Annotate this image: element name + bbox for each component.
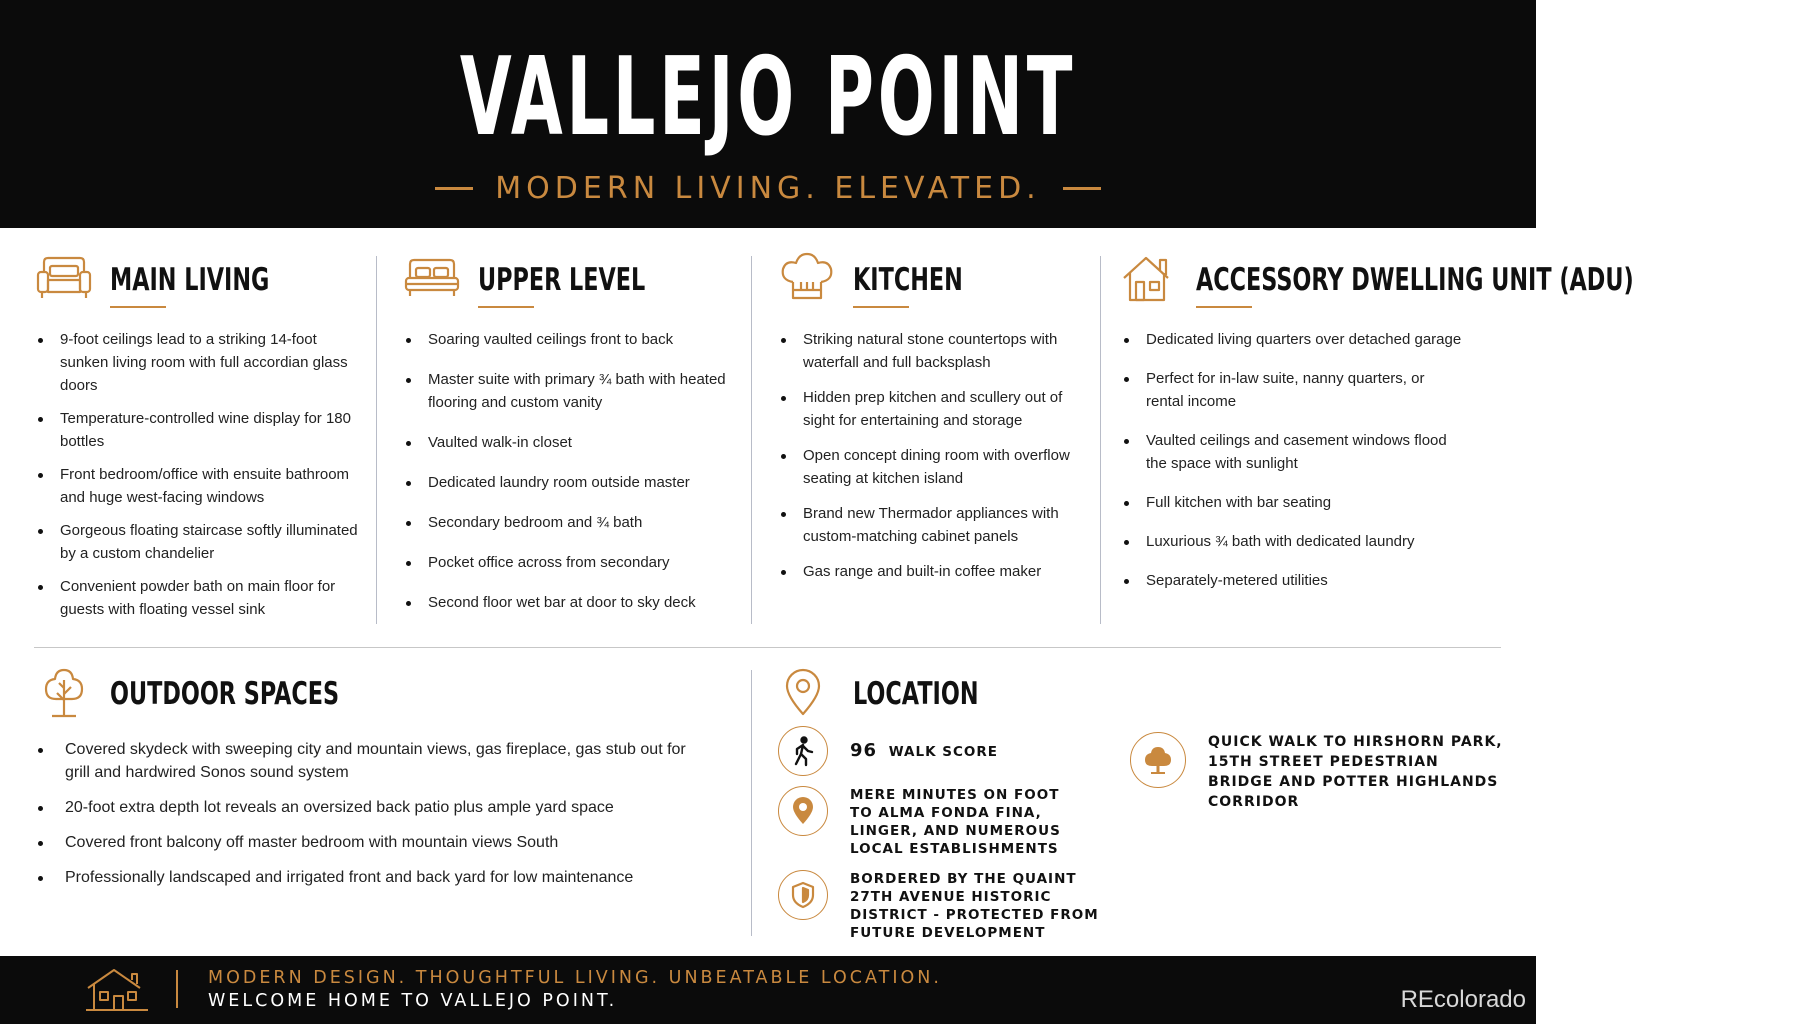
walk-score-label: WALK SCORE: [888, 744, 998, 760]
list-item: Separately-metered utilities: [1120, 569, 1500, 592]
title-underline: [478, 306, 534, 308]
section-title: ACCESSORY DWELLING UNIT (ADU): [1196, 262, 1634, 298]
list-item: Gorgeous floating staircase softly illuminated by a custom chandelier: [34, 519, 360, 565]
section-title: OUTDOOR SPACES: [110, 676, 340, 712]
section-title: UPPER LEVEL: [478, 262, 646, 298]
park-tree-icon: [1130, 732, 1186, 788]
list-item: Dedicated living quarters over detached garage: [1120, 328, 1500, 351]
section-title: LOCATION: [853, 676, 979, 712]
list-item: Pocket office across from secondary: [402, 551, 740, 574]
section-title: MAIN LIVING: [110, 262, 270, 298]
section-divider: [34, 647, 1501, 648]
section-outdoor: [34, 666, 714, 889]
list-item: Secondary bedroom and ¾ bath: [402, 511, 740, 534]
list-item: Vaulted ceilings and casement windows flood the space with sunlight: [1120, 429, 1450, 475]
footer-slogan: MODERN DESIGN. THOUGHTFUL LIVING. UNBEATABLE LOCATION.: [208, 968, 942, 988]
column-divider: [376, 256, 377, 624]
list-item: Front bedroom/office with ensuite bathroom and huge west-facing windows: [34, 463, 360, 509]
main-living-list: [34, 328, 360, 621]
tree-icon: [34, 666, 94, 718]
section-upper-level: [402, 252, 740, 614]
chef-hat-icon: [777, 252, 837, 304]
section-title: KITCHEN: [853, 262, 963, 298]
list-item: Soaring vaulted ceilings front to back: [402, 328, 740, 351]
list-item: Striking natural stone countertops with waterfall and full backsplash: [777, 328, 1085, 374]
section-main-living: [34, 252, 360, 621]
minutes-item: [778, 786, 1080, 858]
list-item: Professionally landscaped and irrigated front and back yard for low maintenance: [34, 866, 694, 889]
title-underline: [1196, 306, 1252, 308]
list-item: Open concept dining room with overflow seating at kitchen island: [777, 444, 1085, 490]
bordered-text: BORDERED BY THE QUAINT 27TH AVENUE HISTORIC DISTRICT - PROTECTED FROM FUTURE DEVELOPMENT: [850, 871, 1099, 941]
footer-house-icon: [84, 966, 152, 1014]
list-item: Full kitchen with bar seating: [1120, 491, 1500, 514]
list-item: Covered skydeck with sweeping city and mountain views, gas fireplace, gas stub out for grill and hardwired Sonos sound system: [34, 738, 694, 784]
tagline: MODERN LIVING. ELEVATED.: [495, 170, 1041, 206]
walk-score-item: [778, 726, 998, 776]
walking-person-icon: [778, 726, 828, 776]
section-adu: [1120, 252, 1634, 592]
list-item: Covered front balcony off master bedroom with mountain views South: [34, 831, 694, 854]
tagline-row: [0, 166, 1536, 210]
footer-banner: [0, 956, 1536, 1024]
title-underline: [853, 306, 909, 308]
house-icon: [1120, 252, 1180, 304]
list-item: Brand new Thermador appliances with custom-matching cabinet panels: [777, 502, 1085, 548]
list-item: Vaulted walk-in closet: [402, 431, 740, 454]
footer-welcome: WELCOME HOME TO VALLEJO POINT.: [208, 991, 618, 1011]
list-item: Luxurious ¾ bath with dedicated laundry: [1120, 530, 1500, 553]
bed-icon: [402, 252, 462, 304]
tagline-dash-left: [435, 187, 473, 190]
park-text: QUICK WALK TO HIRSHORN PARK, 15TH STREET PEDESTRIAN BRIDGE AND POTTER HIGHLANDS CORRIDOR: [1208, 734, 1503, 810]
historic-district-item: [778, 870, 1120, 942]
list-item: Dedicated laundry room outside master: [402, 471, 740, 494]
title-underline: [110, 306, 166, 308]
list-item: Gas range and built-in coffee maker: [777, 560, 1085, 583]
adu-list: [1120, 328, 1500, 592]
minutes-text: MERE MINUTES ON FOOT TO ALMA FONDA FINA, LINGER, AND NUMEROUS LOCAL ESTABLISHMENTS: [850, 787, 1061, 857]
column-divider: [751, 670, 752, 936]
list-item: Convenient powder bath on main floor for guests with floating vessel sink: [34, 575, 360, 621]
footer-divider: [176, 970, 178, 1008]
column-divider: [1100, 256, 1101, 624]
watermark: REcolorado: [1400, 986, 1526, 1013]
park-item: [1130, 732, 1508, 812]
list-item: Second floor wet bar at door to sky deck: [402, 591, 740, 614]
upper-level-list: [402, 328, 740, 614]
page-title: VALLEJO POINT: [459, 35, 1077, 160]
walk-score-value: 96: [850, 740, 878, 761]
header-banner: [0, 0, 1536, 228]
list-item: 9-foot ceilings lead to a striking 14-foot sunken living room with full accordian glass doors: [34, 328, 360, 397]
section-kitchen: [777, 252, 1085, 583]
list-item: Master suite with primary ¾ bath with heated flooring and custom vanity: [402, 368, 740, 414]
list-item: 20-foot extra depth lot reveals an oversized back patio plus ample yard space: [34, 796, 694, 819]
outdoor-list: [34, 738, 694, 889]
location-pin-icon: [778, 786, 828, 836]
list-item: Temperature-controlled wine display for 180 bottles: [34, 407, 360, 453]
column-divider: [751, 256, 752, 624]
shield-icon: [778, 870, 828, 920]
map-pin-icon: [777, 666, 837, 718]
tagline-dash-right: [1063, 187, 1101, 190]
kitchen-list: [777, 328, 1085, 583]
section-location: [777, 666, 1117, 732]
list-item: Perfect for in-law suite, nanny quarters, or rental income: [1120, 367, 1450, 413]
sofa-icon: [34, 252, 94, 304]
list-item: Hidden prep kitchen and scullery out of sight for entertaining and storage: [777, 386, 1085, 432]
